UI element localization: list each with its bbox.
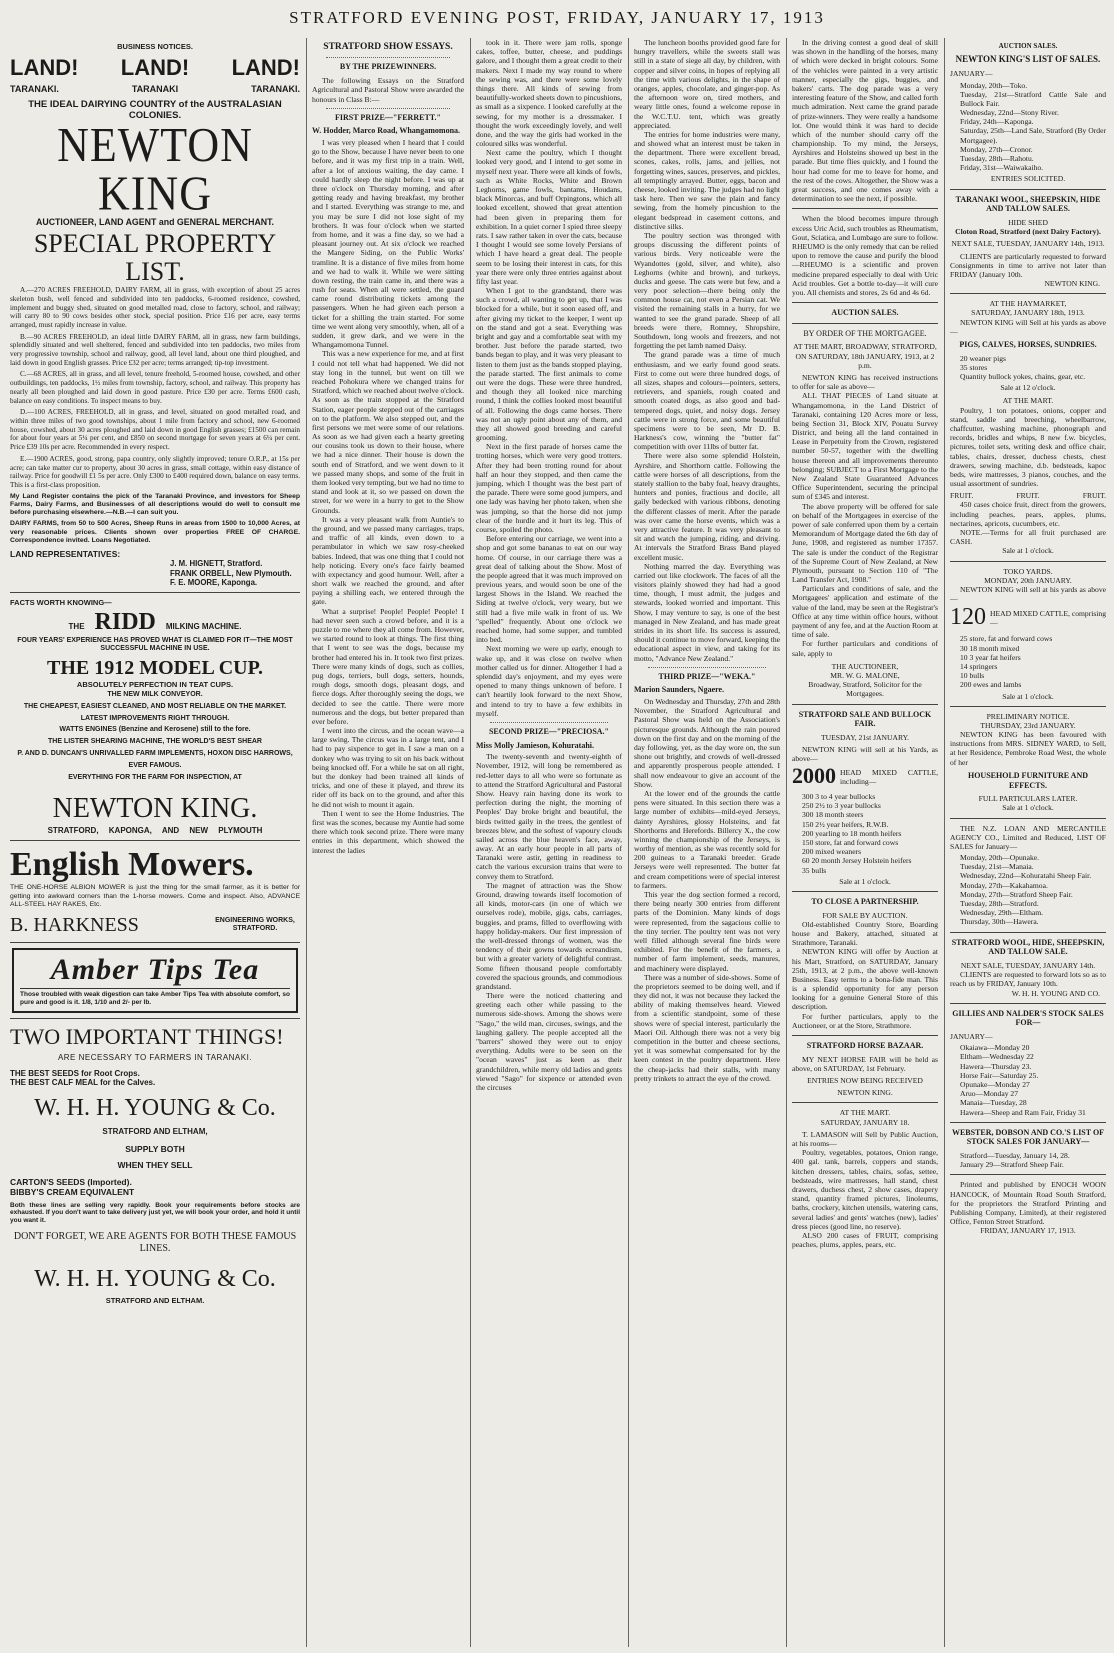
essay-paragraph: On Wednesday and Thursday, 27th and 28th November, the Stratford Agricultural and Pastoral Show was held on the Association's picturesque grounds. Although the rain poured down on the first day and on the morning of the day following, yet, as the day wore on, the sun shone out brightly, and crowds of well-dressed and apparently prosperous people attended. I shall now endeavour to give an account of the Show.: [634, 697, 780, 789]
ideal-country: THE IDEAL DAIRYING COUNTRY of the AUSTRALASIAN COLONIES.: [28, 98, 282, 122]
rep-name: F. E. MOORE, Kaponga.: [170, 578, 258, 588]
list-item: Horse Fair—Saturday 25.: [960, 1070, 1039, 1080]
at-mart: AT THE MART.: [1002, 396, 1054, 406]
ads-column: [10, 38, 300, 1647]
list-item: 150 store, fat and forward cows: [802, 837, 899, 847]
essays-title: STRATFORD SHOW ESSAYS.: [323, 42, 453, 52]
special-property-list: SPECIAL PROPERTY LIST.: [33, 229, 277, 287]
cattle-count-row: [792, 763, 938, 790]
amber-tips-body: Those troubled with weak digestion can take Amber Tips Tea with absolute comfort, so pure and good is it. 1/8, 1/10 and 2/- per lb.: [20, 988, 290, 1007]
list-item: Friday, 31st—Waiwakaiho.: [960, 163, 1044, 173]
horse-bazaar-heading: STRATFORD HORSE BAZAAR.: [806, 1041, 924, 1051]
essay-paragraph: Before entering our carriage, we went into a shop and got some bananas to eat on our way home. Of course, in our carriage there was a great deal of talking about the Show. Most of the people agreed that it was much improved on previous years, and would soon be one of the largest Shows in the Island. We reached the Siding at twelve o'clock, very weary, but we still had a five mile walk in front of us. We "spelled" frequently. About one o'clock we reached home, had some supper, and tumbled into bed.: [476, 534, 622, 645]
list-item: Wednesday, 22nd—Kohuratahi Sheep Fair.: [960, 871, 1092, 881]
essay-paragraph: I was very pleased when I heard that I could go to the Show, because I have never been to one before, and it was my first trip in a train. Well, after a lot of anxious waiting, the day came. I could hardly sleep the night before. I was up at three o'clock on Thursday morning, and after getting ready and having breakfast, my brother and I started. Everything was strange to me, and you may be sure I did not lose sight of my brothers. It was four o'clock when we started from home, and it was a fine day, so we had a pleasant journey out. At six o'clock we reached the Mangere Siding, on the Public Works' tramline. It is a distance of five miles from home and we had to walk it. While we were sitting down resting, the train came in, and there was a rush for seats. When all were settled, the guard came round distributing tickets among the passengers. When he had given each person a ticket for a shilling the train started. For some time we went along very smoothly, when, all of a sudden, it grew dark, and we were in the Whangamomona Tunnel.: [312, 138, 464, 350]
list-item: Wednesday, 29th—Eltham.: [960, 908, 1044, 918]
list-item: Saturday, 25th—Land Sale, Stratford (By Order Mortgagee).: [960, 126, 1106, 145]
gillies-heading: GILLIES AND NALDER'S STOCK SALES FOR—: [952, 1008, 1104, 1028]
property-item: E.—1900 ACRES, good, strong, papa country, only slightly improved; tenure O.R.P., at 15s per acre; can take matter cur to property, about 30 acres in grass, small cottage, within easy distance of railway. Price for goodwill £1 5s per acre. Only £300 to £400 required down, balance on easy terms. This is a first-class proposition.: [10, 454, 300, 489]
january-label: JANUARY—: [950, 69, 993, 79]
fruit-note: NOTE.—Terms for all fruit purchased are CASH.: [950, 528, 1106, 547]
mowers-body: THE ONE-HORSE ALBION MOWER is just the thing for the small farmer, as it is better for getting into awkward corners than the 1-horse mowers. Come and inspect. Also, ADVANCE ALL-STEEL HAY RAKES, Etc.: [10, 884, 300, 908]
essay-paragraph: Next in the first parade of horses came the trotting horses, which were very good trotters. After they had been trotting round for about half an hour they stopped, and then came the jumping, which I thought was the best part of the parade. There were some good jumpers, and one lady was having her photo taken, when she was jumping, so that the horse did not jump clear of the hurdle and it hurt its leg. This of course, spoiled the photo.: [476, 442, 622, 534]
rep-name: J. M. HIGNETT, Stratford.: [170, 559, 263, 569]
mortgagee-heading: BY ORDER OF THE MORTGAGEE.: [803, 328, 927, 338]
malone-sub: Broadway, Stratford, Solicitor for the Mortgagees.: [808, 680, 922, 699]
fruit-row: [950, 491, 1106, 500]
list-item: 25 store, fat and forward cows: [960, 634, 1053, 644]
ridd-post: MILKING MACHINE.: [165, 621, 242, 631]
land-description: ALL THAT PIECES of Land situate at Whangamomona, in the Land District of Taranaki, containing 120 Acres more or less, being Section 31, Block XIV, Pouatu Survey District, and being all the land contained in Lease in Perpetuity from the Crown, registered number 50-57, together with the dwelling house thereon and all improvements thereunto belonging; SUBJECT to a First Mortgage to the New Zealand State Guaranteed Advances Office Superintendent, securing the principal sum of £345 and interest.: [792, 391, 938, 502]
newton-king-sig: NEWTON KING.: [52, 792, 258, 824]
clients-request: CLIENTS are requested to forward lots so as to reach us by FRIDAY, January 10th.: [950, 970, 1106, 989]
auctioneer-label: THE AUCTIONEER,: [831, 661, 899, 671]
model-sub: ABSOLUTELY PERFECTION IN TEAT CUPS.: [76, 679, 234, 689]
list-item: Aruo—Monday 27: [960, 1089, 1019, 1099]
essay-paragraph: took in it. There were jam rolls, sponge cakes, toffee, butter, cheese, and puddings galore, and I thought them a great credit to their makers. Next I made my way round to where the sewing was, and there were some lovely things there. All kinds of sewing from beautifully-worked sheets down to pincushions, as small as a sixpence. I looked carefully at the sewing, for my mother is a dressmaker. I thought the work exceedingly lovely, and well done, and the way the girls had worked in the coloured silks was wonderful.: [476, 38, 622, 149]
list-item: Tuesday, 28th—Stratford.: [960, 899, 1039, 909]
list-item: January 29—Stratford Sheep Fair.: [960, 1160, 1064, 1170]
third-prize-heading: THIRD PRIZE—"WEKA.": [658, 671, 756, 681]
list-item: 300 3 to 4 year bullocks: [802, 792, 876, 802]
bullock-fair-intro: NEWTON KING will sell at his Yards, as above—: [792, 745, 938, 764]
lamason-items: Poultry, vegetables, potatoes, Onion range, 400 gal. tank, barrels, coppers and stands, kitchen dressers, tables, chairs, sofas, settee, bedsteads, wire mattresses, hall stand, chest drawers, duchess chest, 2 show cases, drapery stand, quantity framed pictures, linoleums, baths, crockery, kitchen utensils, watering cans, several ladies' and gents' watches (new), ladies' dress pieces (good line, no reserve).: [792, 1148, 938, 1231]
lamason-intro: T. LAMASON will Sell by Public Auction, at his rooms—: [792, 1129, 938, 1149]
property-item: A.—270 ACRES FREEHOLD, DAIRY FARM, all in grass, with exception of about 25 acres skeleton bush, well fenced and subdivided into ten paddocks, 6-roomed residence, cowshed, implement and buggy shed, situated on good metalled road, close to factory, school, and railway; will carry 80 to 90 cows besides other stock, special position. Price £16 per acre, easy terms arranged, must rapidly increase in value.: [10, 286, 300, 329]
both-lines: Both these lines are selling very rapidly. Book your requirements before stocks are exhausted. If you don't want to take delivery just yet, we will book your order, and hold it until you want it.: [10, 1201, 300, 1225]
first-prize-author: W. Hodder, Marco Road, Whangamomona.: [312, 126, 461, 136]
nk-toko: NEWTON KING will sell at his yards as above—: [950, 584, 1106, 604]
saturday-date: SATURDAY, JANUARY 18.: [820, 1117, 910, 1127]
harkness-row: [10, 913, 300, 937]
mart-date: AT THE MART, BROADWAY, STRATFORD, ON SATURDAY, 18th JANUARY, 1913, at 2 p.m.: [793, 342, 937, 370]
nk-instructions: NEWTON KING has received instructions to offer for sale as above—: [792, 372, 938, 392]
sale-time: Sale at 1 o'clock.: [839, 876, 891, 886]
entries-received: ENTRIES NOW BEING RECEIVED: [807, 1076, 923, 1086]
cloton-road: Cloton Road, Stratford (next Dairy Factory).: [955, 227, 1101, 237]
dairy-farms: DAIRY FARMS, from 50 to 500 Acres, Sheep Runs in areas from 1500 to 10,000 Acres, at very reasonable prices. Clients shown over properties FREE OF CHARGE. Correspondence invited. Loans Negotiated.: [10, 520, 300, 544]
list-item: Hawera—Thursday 23.: [960, 1061, 1032, 1071]
list-item: 150 2½ year heifers, R.W.B.: [802, 819, 889, 829]
auction-sales-heading: AUCTION SALES.: [998, 42, 1058, 50]
taranaki-label: TARANAKI: [131, 83, 179, 94]
cattle-count-label: HEAD MIXED CATTLE, including—: [840, 767, 938, 786]
taranaki-row: [10, 84, 300, 95]
list-item: 200 mixed weaners: [802, 847, 862, 857]
saturday-date: SATURDAY, JANUARY 18th, 1913.: [971, 308, 1085, 318]
preliminary-notice: PRELIMINARY NOTICE.: [986, 711, 1070, 721]
property-item: B.—90 ACRES FREEHOLD, an ideal little DAIRY FARM, all in grass, new farm buildings, splendidly situated and well sheltered, fenced and subdivided into ten paddocks, two miles from very progressive township, school and railway, good, all level land, about one third ploughed, and laid down in good English grasses. Price £32 per acre; terms arranged; tip-top investment.: [10, 332, 300, 367]
essay-paragraph: Next came the poultry, which I thought looked very good, and I intend to get some in myself next year. There were all kinds of fowls, such as White Rocks, White and Brown Leghorns, game fowls, bantams, Houdans, black Minorcas, and buff Orpingtons, which all looked excellent, showed that great attention had been given in preparing them for exhibition. In a quiet corner I spied three sleepy rats. I saw rather taken in over the cats, because I thought I would see some lovely Persians of which I have heard a great deal. The people seem to be losing their interest in cats, for this year there were only three entries against about fifty last year.: [476, 148, 622, 286]
land-register: My Land Register contains the pick of the Taranaki Province, and investors for Sheep Farms, Dairy Farms, and Businesses of all descriptions would do well to consult me before purchasing elsewhere.—N.B.—I can suit you.: [10, 492, 300, 517]
essay-paragraph: The twenty-seventh and twenty-eighth of November, 1912, will long be remembered as red-letter days to all who were so fortunate as to attend the Stratford Agricultural and Pastoral Show. Heavy rain having done its work to perfection during the night, the morning of Peoples' Day broke bright and beautiful, the birds twitted gaily in the trees, the gentlest of breezes blew, and the softest of vapoury clouds sailed across the blue heaven's face, away, away. At an early hour people in all parts of Taranaki were astir, getting in readiness to catch the various excursion trains that were to convey them to Stratford.: [476, 752, 622, 881]
second-prize-heading: SECOND PRIZE—"PRECIOSA.": [488, 726, 609, 736]
young-places-2: STRATFORD AND ELTHAM.: [105, 1296, 205, 1306]
english-mowers-heading: English Mowers.: [10, 846, 254, 884]
list-item: 14 springers: [960, 661, 998, 671]
sale-time: Sale at 1 o'clock.: [1002, 803, 1054, 813]
next-sale: NEXT SALE, TUESDAY, JANUARY 14th, 1913.: [951, 239, 1105, 249]
store-offer: NEWTON KING will offer by Auction at his Mart, Stratford, on SATURDAY, January 25th, 1913, at 2 p.m., the above well-known Business. Easy terms to a bona-fide man. This is a splendid opportunity for any person looking for a genuine General Store of this description.: [792, 947, 938, 1012]
list-item: 300 18 month steers: [802, 810, 864, 820]
essay-paragraph: At the lower end of the grounds the cattle pens were situated. In this section there was a large number of exhibits—mild-eyed Jerseys, dainty Ayrshires, glossy Holsteins, and fat Shorthorns and Herefords. Billercy X., the cow winning the championship of the Jerseys, is worthy of mention, as she was recently sold for 200 guineas to a Taranaki breeder. Grade Jerseys were well represented. The butter fat and cream competitions were of special interest to farmers.: [634, 788, 780, 890]
property-terms: The above property will be offered for sale on behalf of the Mortgagees in exercise of the power of sale conferred upon them by a certain Memorandum of Mortgage dated the 6th day of June, 1908, and registered as number 17357. The sale is under the conduct of the Registrar of the Supreme Court of New Zealand, at New Plymouth, pursuant to Section 110 of "The Land Transfer Act, 1908.": [792, 501, 938, 585]
harkness-sub: ENGINEERING WORKS, STRATFORD.: [215, 916, 295, 933]
essay-paragraph: Nothing marred the day. Everything was carried out like clockwork. The faces of all the visitors plainly showed they had had a good time, though, I must admit, the judges and stewards, looked worried and important. This Show, I may venture to say, is one of the best managed in New Zealand, and has made great strides in its short life. Its success is assured, should it continue to move forward, keeping the educational aspect in view, and taking for its motto, "Advance New Zealand.": [634, 561, 780, 663]
essay-paragraph: This was a new experience for me, and at first I could not tell what had happened. We did not stay long in the tunnel, but went on till we reached Pohokura where we changed trains for Stratford, which we reached about twelve o'clock. As soon as the train stopped at the Stratford Station, eager people stepped out of the carriages on to the platform. We also stepped out, and the first persons we met were some of our relations. As soon as we had given each a hearty greeting our cousins took us down to their house, where we had a nice dinner. Their house is down the south end of Stratford, and we went down to it we passed many shops, and some of the fruit in them looked very tempting, but we had no time to stand and look at it, so we passed on down the street, for we were in a hurry to get to the Show Grounds.: [312, 349, 464, 515]
list-item: Monday, 20th—Toko.: [960, 80, 1028, 90]
list-item: Opunake—Monday 27: [960, 1079, 1030, 1089]
essay-column-1: [312, 38, 464, 1647]
further-particulars: For further particulars and conditions of sale, apply to: [792, 639, 938, 658]
essay-column-3: [634, 38, 780, 1647]
model-cup-heading: THE 1912 MODEL CUP.: [47, 656, 263, 679]
list-item: Monday, 27th—Kakahamoa.: [960, 880, 1048, 890]
seed-line: THE BEST CALF MEAL for the Calves.: [10, 1078, 156, 1088]
second-prize-author: Miss Molly Jamieson, Kohuratahi.: [476, 740, 595, 750]
masthead: STRATFORD EVENING POST, FRIDAY, JANUARY 17, 1913: [289, 8, 825, 27]
features-list: [10, 689, 300, 784]
third-prize-author: Marion Saunders, Ngaere.: [634, 685, 725, 695]
auction-column-2: [950, 38, 1106, 1647]
seed-line: THE BEST SEEDS for Root Crops.: [10, 1068, 140, 1078]
harkness-name: B. HARKNESS: [10, 914, 139, 937]
list-item: 35 stores: [960, 362, 988, 372]
reps-heading: LAND REPRESENTATIVES:: [10, 548, 121, 559]
feature-line: EVERYTHING FOR THE FARM FOR INSPECTION, AT: [68, 774, 242, 781]
haymarket: AT THE HAYMARKET,: [989, 299, 1067, 309]
pig-list: [950, 354, 1106, 382]
nz-loan-list: [950, 853, 1106, 927]
list-item: Eltham—Wednesday 22: [960, 1052, 1034, 1062]
land-heading: LAND!: [231, 55, 300, 81]
firm-subtitle: AUCTIONEER, LAND AGENT and GENERAL MERCHANT.: [35, 216, 274, 227]
essay-paragraph: There were also some splendid Holstein, Ayrshire, and Shorthorn cattle. Following the cattle were horses of all descriptions, from the stately stallion to the baby foal, heavy draughts, hunters and ponies, fractious and docile, all gaily bedecked with various ribbons, denoting the different classes of merit. After the parade was over came the horse events, which was a very attractive feature. It was very pleasant to sit and watch the jumping, riding, and driving. At intervals the Stratford Brass Band played excellent music.: [634, 451, 780, 562]
ridd-pre: THE: [68, 621, 85, 631]
partnership-heading: TO CLOSE A PARTNERSHIP.: [811, 896, 919, 906]
amber-tips-heading: Amber Tips Tea: [50, 953, 260, 987]
list-item: Friday, 24th—Kaponga.: [960, 117, 1034, 127]
essay-paragraph: The poultry section was thronged with groups discussing the different points of various birds. Very noticeable were the Wyandottes (gold, silver, and white), also Leghorns (white and brown), and turkeys, ducks and geese. The cats were but few, and a very poor selection—there being only the common house cat, not even a Persian cat. We visited the remaining stalls in a hurry, for we wanted to see the grand parade. Sheep of all breeds were there, Romney, Shropshire, Southdown, long wools and freezers, and not forgetting the pet lamb named Daisy.: [634, 230, 780, 351]
cattle-list: [792, 792, 938, 875]
list-item: Monday, 20th—Opunake.: [960, 853, 1040, 863]
taranaki-label: TARANAKI.: [251, 83, 300, 94]
essay-paragraph: This year the dog section formed a record, there being nearly 300 entries from different parts of the Dominion. Many kinds of dogs were represented, from the sagacious collie to the tiny terrier. The poultry tent was not very well filled although several fine birds were exhibited. For the benefit of the farmers, a number of farm implement, seeds, manures, and machinery were displayed.: [634, 890, 780, 973]
cattle-count: 2000: [792, 763, 836, 789]
list-item: 250 2½ to 3 year bullocks: [802, 801, 881, 811]
land-heading: LAND!: [10, 55, 79, 81]
essay-paragraph: Next morning we were up early, enough to wake up, and it was close on twelve when mother called us for dinner. Altogether I had a splendid day's enjoyment, and my eyes were opened to many things unknown of before. I can't heartily look forward to the next Show, and intend to try to have a few exhibits in myself.: [476, 644, 622, 718]
newton-king-places: STRATFORD, KAPONGA, AND NEW PLYMOUTH: [47, 825, 263, 835]
list-item: 20 weaner pigs: [960, 353, 1006, 363]
horse-fair: MY NEXT HORSE FAIR will be held as above, on SATURDAY, 1st February.: [792, 1054, 938, 1073]
list-item: Tuesday, 28th—Rahotu.: [960, 154, 1034, 164]
newton-king-heading: NEWTON KING: [57, 117, 253, 221]
wool-sale-heading: STRATFORD WOOL, HIDE, SHEEPSKIN, AND TALLOW SALE.: [951, 937, 1105, 957]
sales-list: [950, 81, 1106, 173]
essay-paragraph: Then I went to see the Home Industries. The first was the scones, because my Auntie had some there which took second prize. There were many entries in this department, which showed the interest the ladies: [312, 808, 464, 855]
store-apply: For further particulars, apply to the Auctioneer, or at the Store, Strathmore.: [792, 1011, 938, 1030]
essay-paragraph: It was a very pleasant walk from Auntie's to the ground, and we passed many carriages, traps, and traffic of all kinds, even down to a perambulator in which we saw rosy-cheeked babies. Indeed, that was one thing that I could not help noticing. Every one's face fairly beamed with expectancy and good humour. Well, after a short walk we reached the ground, and after paying a shilling each, we entered through the gate.: [312, 514, 464, 607]
list-item: Monday, 27th—Cronor.: [960, 144, 1033, 154]
seeds-list: [10, 1069, 300, 1088]
list-item: 200 yearling to 18 month heifers: [802, 828, 902, 838]
toko-list: [950, 634, 1106, 689]
webster-list: [950, 1151, 1106, 1169]
bullock-fair-date: TUESDAY, 21st JANUARY.: [820, 732, 910, 742]
list-item: Tuesday, 21st—Manaia.: [960, 862, 1034, 872]
feature-line: THE CHEAPEST, EASIEST CLEANED, AND MOST RELIABLE ON THE MARKET.: [23, 702, 287, 710]
essay-paragraph: When I got to the grandstand, there was such a crowd, all wanting to get up, that I was blocked for a while, but it soon eased off, and after giving my ticket to the keeper, I went up on the stand and got a seat. Everything was bright and gay and a comfortable seat with my brother. Just before the parade started, two bands began to play, and it was very pleasant to listen to them just as the bands stopped playing, the parade started. The first animals to come out were the dogs. These were three hundred, and though they all looked nice marching round, I think the collies looked most beautiful of all. Following the dogs came horses. There was not an ugly point about any of them, and they all showed good breeding and careful grooming.: [476, 286, 622, 443]
nk-sales-list-heading: NEWTON KING'S LIST OF SALES.: [955, 54, 1101, 65]
carton-seeds: CARTON'S SEEDS (Imported).: [10, 1177, 132, 1187]
list-item: 10 bulls: [960, 671, 985, 681]
for-sale-auction: FOR SALE BY AUCTION.: [822, 910, 908, 920]
dont-forget: DON'T FORGET, WE ARE AGENTS FOR BOTH THESE FAMOUS LINES.: [13, 1231, 297, 1255]
fruit-body: 450 cases choice fruit, direct from the growers, including peaches, pears, apples, plums, nectarines, apricots, cucumbers, etc.: [950, 500, 1106, 528]
feature-line: THE NEW MILK CONVEYOR.: [107, 690, 203, 698]
fruit-cases: ALSO 200 cases of FRUIT, comprising peaches, plums, apples, pears, etc.: [792, 1230, 938, 1250]
issue-date: FRIDAY, JANUARY 17, 1913.: [980, 1226, 1076, 1236]
young-heading: W. H. H. YOUNG & Co.: [34, 1095, 276, 1122]
auction-sales-heading: AUCTION SALES.: [831, 308, 899, 318]
list-item: Okaiawa—Monday 20: [960, 1043, 1030, 1053]
full-particulars: FULL PARTICULARS LATER.: [978, 794, 1078, 804]
at-mart: AT THE MART.: [839, 1108, 891, 1118]
malone-name: MR. W. G. MALONE,: [830, 670, 900, 680]
fruit-label: FRUIT.: [1082, 491, 1106, 501]
essay-column-2: [476, 38, 622, 1647]
reps-list: [10, 559, 300, 587]
property-item: D.—100 ACRES, FREEHOLD, all in grass, and level, situated on good metalled road, and within three miles of two good townships, about 1 mile from factory and school, new 6-roomed house, cowshed, about 30 acres ploughed and laid down in good English grasses; £1500 can remain for about four years at 5¼ per cent, and £850 on second mortgage for seven years at 6¼ per cent. Price £39 10s per acre. Recommended in every respect.: [10, 408, 300, 452]
printed-by: Printed and published by ENOCH WOON HANCOCK, of Mountain Road South Stratford, for the proprietors the Stratford Printing and Publishing Company, Limited), at their registered Office, Fenton Street Stratford.: [950, 1180, 1106, 1227]
nk-favoured: NEWTON KING has been favoured with instructions from MRS. SIDNEY WARD, to Sell, at her Residence, Pembroke Road West, the whole of her: [950, 730, 1106, 767]
ridd-claim: FOUR YEARS' EXPERIENCE HAS PROVED WHAT IS CLAIMED FOR IT—THE MOST SUCCESSFUL MACHINE IN USE.: [17, 636, 293, 653]
list-item: Monday, 27th—Stratford Sheep Fair.: [960, 889, 1073, 899]
essay-paragraph: The grand parade was a time of much enthusiasm, and we early found good seats. First to come out were three hundred dogs, of all sizes, shapes and colours—pointers, setters, retrievers, and spaniels, rough coated and smooth coated dogs, as also good and bad-tempered dogs, quiet, and noisy dogs. Jersey cattle were in strong force, and some beautiful specimens were to be seen, Mr D. B. Harkness's cow, winning the "butter fat" competition with over 11lbs of butter fat.: [634, 350, 780, 452]
list-item: Thursday, 30th—Hawera.: [960, 917, 1039, 927]
list-item: Wednesday, 22nd—Stony River.: [960, 108, 1059, 118]
column-rule: [470, 38, 471, 1647]
essay-paragraph: There were the noticed chattering and greeting each other while passing to the numerous side-shows. Among the shows were "Sago," the wild man, circuses, swings, and the laughing gallery. The people accepted all the "barrers" showed they were out to enjoy everything. Adults were to be seen on the "ocean waves" just as keen as their grandchildren, while merry old ladies and gents viewed "Sago" for sixpence or attended even the circuses: [476, 991, 622, 1092]
cattle-count-label: HEAD MIXED CATTLE, comprising—: [990, 608, 1106, 627]
property-list: [10, 286, 300, 489]
essay-paragraph: In the driving contest a good deal of skill was shown in the handling of the horses, many of which were decked in bright colours. Some of the vehicles were painted in a very artistic manner, especially the gigs, buggies, and bakers' carts. The dog parade was a very interesting feature of the Show, and called forth much admiration. Next came the grand parade of prize-winners. They were really a handsome lot. One would think it was hard to decide which of the number should carry off the championship. To my mind, the Jerseys, Ayrshires and Holsteins showed up best in the parade. But time flies quickly, and I found the hour had come for me to leave for home, and the rest of the cows. Altogether, the Show was a great success, and one comes away with a determination to see the next, if possible.: [792, 38, 938, 204]
ridd-row: [10, 608, 300, 637]
land-row: [10, 55, 300, 82]
webster-heading: WEBSTER, DOBSON AND CO.'S LIST OF STOCK SALES FOR JANUARY—: [951, 1127, 1105, 1147]
essay-paragraph: The magnet of attraction was the Show Ground, drawing towards itself locomotion of all kinds, motor-cars (in one of which we ourselves rode), mobile, gigs, cabs, carriages, buggies, and prams, filled to overflowing with happy holiday-makers. Our first impression of the well-dressed throngs of women, was the tendency of their gowns towards ecreandism, but with a greater variety of delightful contrast. Some fifteen thousand people comfortably covered the spacious grounds, and commodious grandstand.: [476, 880, 622, 991]
feature-line: P. AND D. DUNCAN'S UNRIVALLED FARM IMPLEMENTS, HOXON DISC HARROWS, EVER FAMOUS.: [17, 750, 293, 770]
cattle-count-row: [950, 603, 1106, 632]
supply-line: WHEN THEY SELL: [117, 1159, 193, 1170]
taranaki-label: TARANAKI.: [10, 83, 59, 94]
next-sale: NEXT SALE, TUESDAY, JANUARY 14th.: [960, 960, 1096, 970]
sale-time: Sale at 1 o'clock.: [1002, 691, 1054, 701]
sale-time: Sale at 1 o'clock.: [1002, 546, 1054, 556]
list-item: 30 18 month mixed: [960, 643, 1020, 653]
column-rule: [786, 38, 787, 1647]
feature-line: THE LISTER SHEARING MACHINE, THE WORLD'S BEST SHEAR: [47, 738, 262, 746]
monday-date: MONDAY, 20th JANUARY.: [984, 575, 1072, 585]
essay-paragraph: The luncheon booths provided good fare for hungry travellers, while the sweets stall was still in a state of siege all day, by children, with copper and silver coins, in hopes of replying all the time with various delights, in the shape of oranges, apples, chocolate, and ginger-pop. As the afternoon wore on, tired mothers, and weary little ones, found a welcome repose in the W.C.T.U. tent, which was greatly appreciated.: [634, 38, 780, 130]
nk-signature: NEWTON KING.: [837, 1088, 893, 1098]
ridd-heading: RIDD: [94, 608, 156, 635]
hide-shed: HIDE SHED: [1008, 217, 1048, 227]
thursday-date: THURSDAY, 23rd JANUARY.: [980, 720, 1076, 730]
two-things-sub: ARE NECESSARY TO FARMERS IN TARANAKI.: [57, 1053, 253, 1062]
wool-heading: TARANAKI WOOL, SHEEPSKIN, HIDE AND TALLOW SALES.: [955, 194, 1101, 214]
business-notices-head: BUSINESS NOTICES.: [117, 42, 193, 51]
supply-line: SUPPLY BOTH: [125, 1143, 185, 1154]
nk-signature: NEWTON KING.: [1044, 279, 1100, 289]
list-item: 35 bulls: [802, 865, 827, 875]
nk-yards: NEWTON KING will Sell at his yards as above—: [950, 317, 1106, 336]
column-rule: [306, 38, 307, 1647]
fruit-label: FRUIT.: [950, 491, 974, 501]
two-things-heading: TWO IMPORTANT THINGS!: [10, 1024, 284, 1049]
nz-loan-heading: THE N.Z. LOAN AND MERCANTILE AGENCY CO., Limited and Reduced, LIST OF SALES for January—: [950, 823, 1106, 851]
bibby-cream: BIBBY'S CREAM EQUIVALENT: [10, 1187, 135, 1198]
feature-line: WATTS ENGINES (Benzine and Kerosene) still to the fore.: [59, 726, 251, 734]
cattle-count: 120: [950, 604, 986, 631]
rheumo-ad: When the blood becomes impure through excess Uric Acid, such troubles as Rheumatism, Gout, Sciatica, and Lumbago are sure to follow. RHEUMO is the only remedy that can be relied upon to remove the cause and purify the blood—RHEUMO is a scientific and proven medicine prepared especially to deal with Uric Acid troubles. Get a bottle to-day—it will cure you. All chemists and stores, 2s 6d and 4s 6d.: [792, 214, 938, 297]
mart-items: Poultry, 1 ton potatoes, onions, copper and stand, saddle and breeching, wheelbarrow, chaffcutter, washing machine, phonograph and records, bridles and whips, 8 new f.w. bicycles, pictures, toilet sets, writing desk and office chair, tables, chairs, dresser, duchess chests, chest drawers, sewing machine, d.b. bedsteads, kapoc beds, wire mattresses, 3 pianos, couches, and the usual assortment of sundries.: [950, 405, 1106, 489]
pigs-heading: PIGS, CALVES, HORSES, SUNDRIES.: [959, 340, 1097, 349]
list-item: 200 ewes and lambs: [960, 680, 1022, 690]
particulars: Particulars and conditions of sale, and the Mortgagees' application and estimate of the value of the land, may be seen at the Registrar's Office at any time within office hours, without payment of any fee, and at the Auction Room at time of sale.: [792, 584, 938, 640]
supply-lines: [10, 1141, 300, 1173]
sale-time: Sale at 12 o'clock.: [1000, 383, 1056, 393]
household-heading: HOUSEHOLD FURNITURE AND EFFECTS.: [967, 770, 1088, 790]
prizewinners-heading: BY THE PRIZEWINNERS.: [339, 62, 437, 72]
clients-request: CLIENTS are particularly requested to forward Consignments in time to arrive not later than FRIDAY (January 10th.: [950, 251, 1106, 279]
fruit-label: FRUIT.: [1016, 491, 1040, 501]
column-rule: [628, 38, 629, 1647]
amber-tips-box: [12, 948, 298, 1013]
january-label: JANUARY—: [950, 1032, 993, 1042]
list-item: 10 3 year fat heifers: [960, 652, 1021, 662]
facts-heading: FACTS WORTH KNOWING—: [10, 598, 112, 608]
list-item: 60 20 month Jersey Holstein heifers: [802, 856, 912, 866]
list-item: Stratford—Tuesday, January 14, 28.: [960, 1151, 1070, 1161]
essay-paragraph: What a surprise! People! People! People! I had never seen such a crowd before, and it is a puzzle to me where they all come from. However, we started round to look at things. The first thing that I went to see was the dogs, because my brother had entered his in. It took two first prizes. There were many kinds of dogs, such as collies, pug dogs, terriers, bull dogs, setters, hounds, rough dogs, smooth dogs, pleasant dogs, and fierce dogs. After thoroughly seeing the dogs, we decided to see the cattle. There were more numerous and the dogs, but better prepared than ever before.: [312, 606, 464, 726]
first-prize-heading: FIRST PRIZE—"FERRETT.": [335, 112, 441, 122]
young-places: STRATFORD AND ELTHAM,: [102, 1127, 208, 1137]
column-rule: [944, 38, 945, 1647]
essays-intro: The following Essays on the Stratford Agricultural and Pastoral Show were awarded the honours in Class B:—: [312, 76, 464, 104]
list-item: Hawera—Sheep and Ram Fair, Friday 31: [960, 1107, 1086, 1117]
rep-name: FRANK ORBELL, New Plymouth.: [170, 568, 292, 578]
bullock-fair-heading: STRATFORD SALE AND BULLOCK FAIR.: [798, 709, 932, 729]
essay-paragraph: I went into the circus, and the ocean wave—a large swing. The circus was in a large tent, and I had to pay sixpence to get in. I saw a man on a donkey who was trying to sit on his back without being knocked off. For a while he sat on all right, but the donkey had been trained all kinds of tricks, and one of these it played, and threw its rider off its back on to the ground, and after this he did not wish to mount it again.: [312, 726, 464, 809]
feature-line: LATEST IMPROVEMENTS RIGHT THROUGH.: [80, 714, 230, 722]
toko-yards: TOKO YARDS.: [1003, 566, 1053, 576]
essay-paragraph: The entries for home industries were many, and showed what an interest must be taken in the department. There were excellent bread, scones, cakes, rolls, jams, and jellies, not forgetting wines, sauces, preserves, and pickles, all temptingly arrayed. Butter, eggs, bacon and cheese, looked inviting. The judges had no light task here. Then we saw the plain and fancy sewing, from the homely pincushion to the elegant bedspread in casement cottons, and distinctive silks.: [634, 129, 780, 231]
auction-column-1: [792, 38, 938, 1647]
young-signature: W. H. H. YOUNG AND CO.: [1011, 988, 1100, 998]
young-heading-2: W. H. H. YOUNG & Co.: [34, 1266, 276, 1293]
list-item: Quantity bullock yokes, chains, gear, etc.: [960, 372, 1086, 382]
property-item: C.—68 ACRES, all in grass, and all level, tenure freehold, 5-roomed house, cowshed, and other outbuildings, ten paddocks, 1½ miles from township, factory, school, and railway. This property has nearly all been ploughed and laid down in good pasture. Price £30 per acre. Terms £600 cash, balance on easy conditions. To inspect means to buy.: [10, 370, 300, 405]
list-item: Manaia—Tuesday, 28: [960, 1098, 1027, 1108]
entries-solicited: ENTRIES SOLICITED.: [990, 174, 1066, 184]
essay-paragraph: There was a number of side-shows. Some of the proprietors seemed to be doing well, and if they did not, it was not because they lacked the ability of making themselves heard. Viewed from a scientific standpoint, some of these shows were of special interest, particularly the Maori Oil. Although there was not a very big competition in the butter and cheese sections, yet it was somewhat compensated for by the keen contest in the poultry department. Here the cheap-jacks had their stalls, with many pretty trinkets to attract the eye of the crowd.: [634, 972, 780, 1083]
land-heading: LAND!: [120, 55, 190, 81]
store-description: Old-established Country Store, Boarding house and Bakery, attached, situated at Strathmore, Taranaki.: [792, 919, 938, 948]
list-item: Tuesday, 21st—Stratford Cattle Sale and Bullock Fair.: [960, 89, 1106, 108]
gillies-list: [950, 1043, 1106, 1117]
